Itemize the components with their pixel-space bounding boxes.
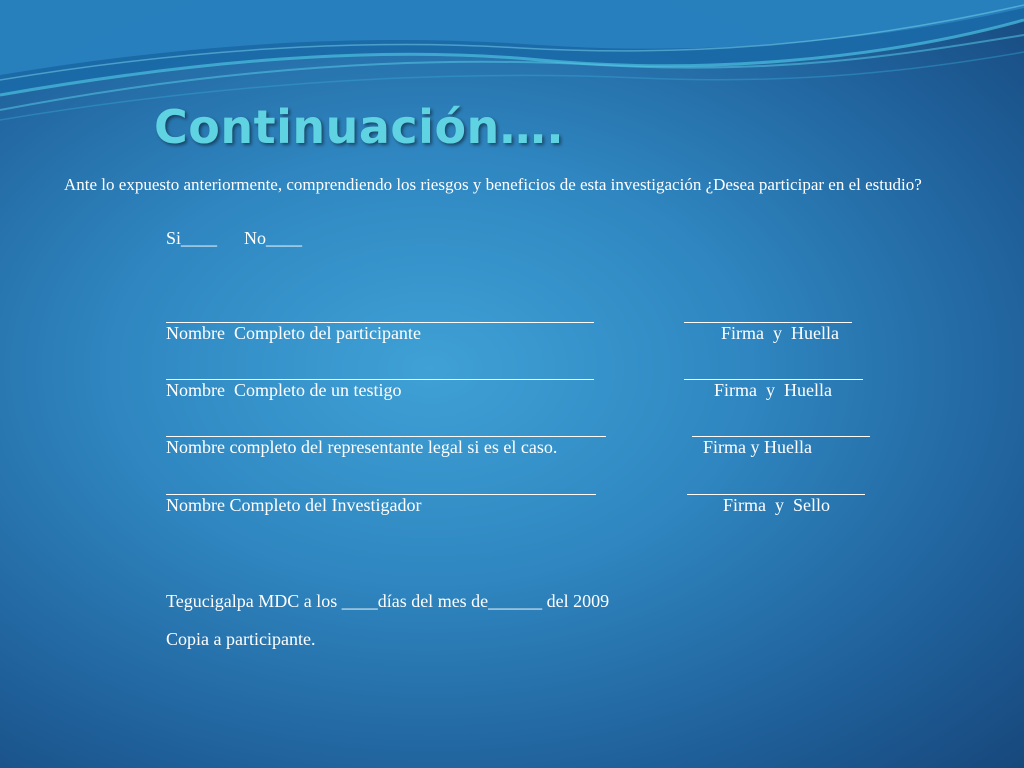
slide-title: Continuación…. [154,100,565,154]
legal-representative-name-label: Nombre completo del representante legal si es el caso. [166,437,558,457]
legal-representative-sign-label: Firma y Huella [703,437,812,457]
participant-name-label: Nombre Completo del participante [166,323,421,343]
investigator-name-label: Nombre Completo del Investigador [166,495,422,515]
yes-no-options: Si____ No____ [166,228,303,248]
date-line: Tegucigalpa MDC a los ____días del mes de______ del 2009 [166,591,610,611]
witness-name-label: Nombre Completo de un testigo [166,380,402,400]
copy-note: Copia a participante. [166,629,316,649]
witness-sign-label: Firma y Huella [714,380,832,400]
participant-sign-label: Firma y Huella [721,323,839,343]
intro-paragraph: Ante lo expuesto anteriormente, comprendiendo los riesgos y beneficios de esta investigación ¿Desea participar en el estudio? [64,175,922,194]
investigator-sign-label: Firma y Sello [723,495,830,515]
